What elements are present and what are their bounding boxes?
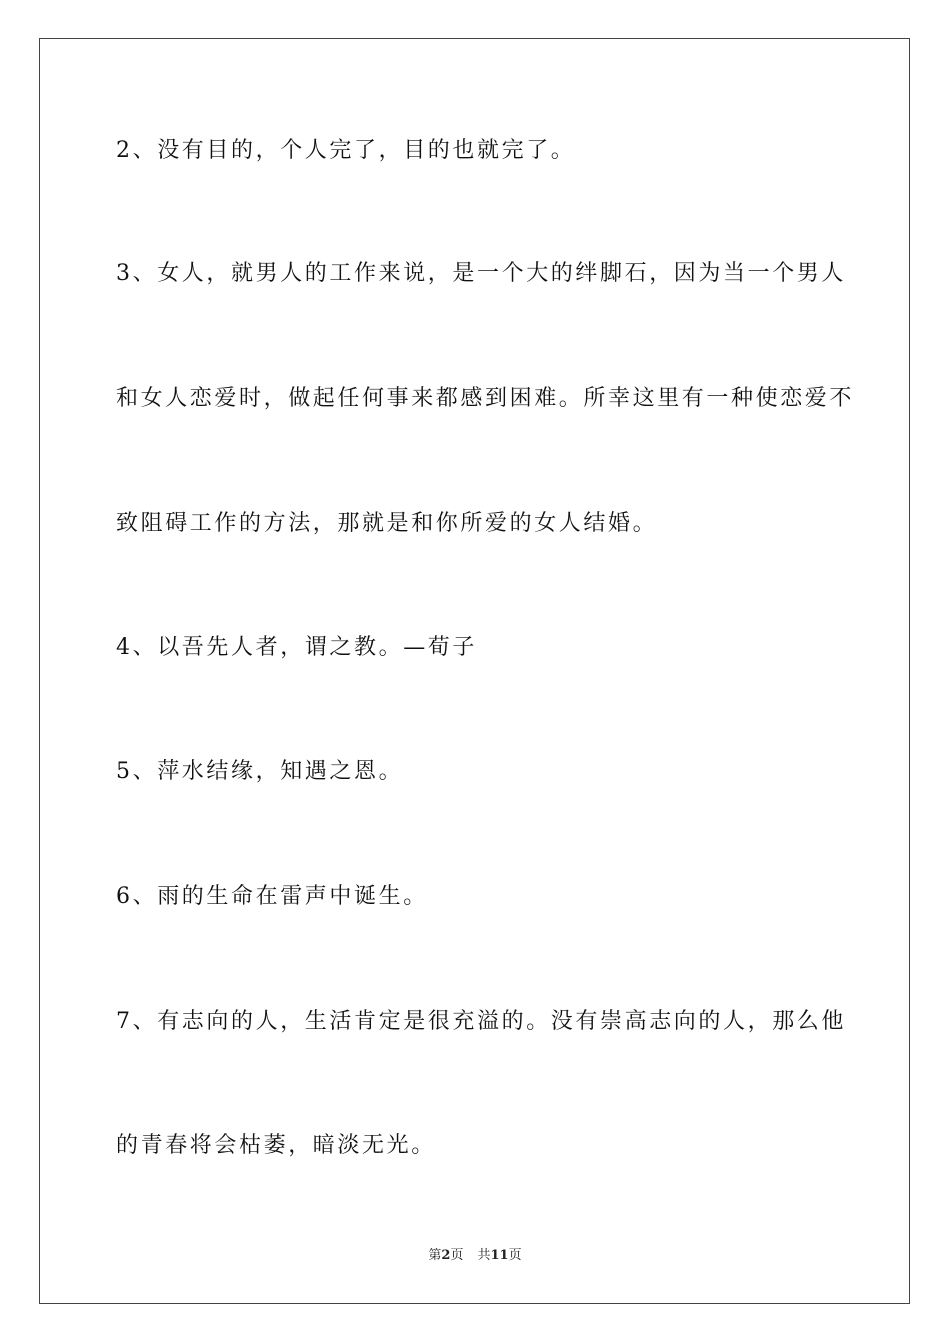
text-line: 6、雨的生命在雷声中诞生。 [116, 884, 428, 909]
text-line: 致阻碍工作的方法，那就是和你所爱的女人结婚。 [116, 511, 658, 536]
text-line: 5、萍水结缘，知遇之恩。 [116, 759, 404, 784]
page-label-suffix: 页 [450, 1248, 464, 1263]
text-line: 和女人恋爱时，做起任何事来都感到困难。所幸这里有一种使恋爱不 [116, 386, 855, 411]
total-label-prefix: 共 [477, 1248, 491, 1263]
text-line: 2、没有目的，个人完了，目的也就完了。 [116, 138, 576, 163]
page-number: 2 [441, 1248, 451, 1263]
text-line: 3、女人，就男人的工作来说，是一个大的绊脚石，因为当一个男人 [116, 261, 846, 286]
text-line: 的青春将会枯萎，暗淡无光。 [116, 1133, 436, 1158]
text-line: 4、以吾先人者，谓之教。—荀子 [116, 635, 477, 660]
total-label-suffix: 页 [508, 1248, 522, 1263]
text-line: 7、有志向的人，生活肯定是很充溢的。没有崇高志向的人，那么他 [116, 1009, 846, 1034]
page-footer [0, 1247, 950, 1265]
page-label-prefix: 第 [428, 1248, 442, 1263]
total-pages: 11 [490, 1248, 509, 1263]
page-frame [39, 38, 910, 1304]
